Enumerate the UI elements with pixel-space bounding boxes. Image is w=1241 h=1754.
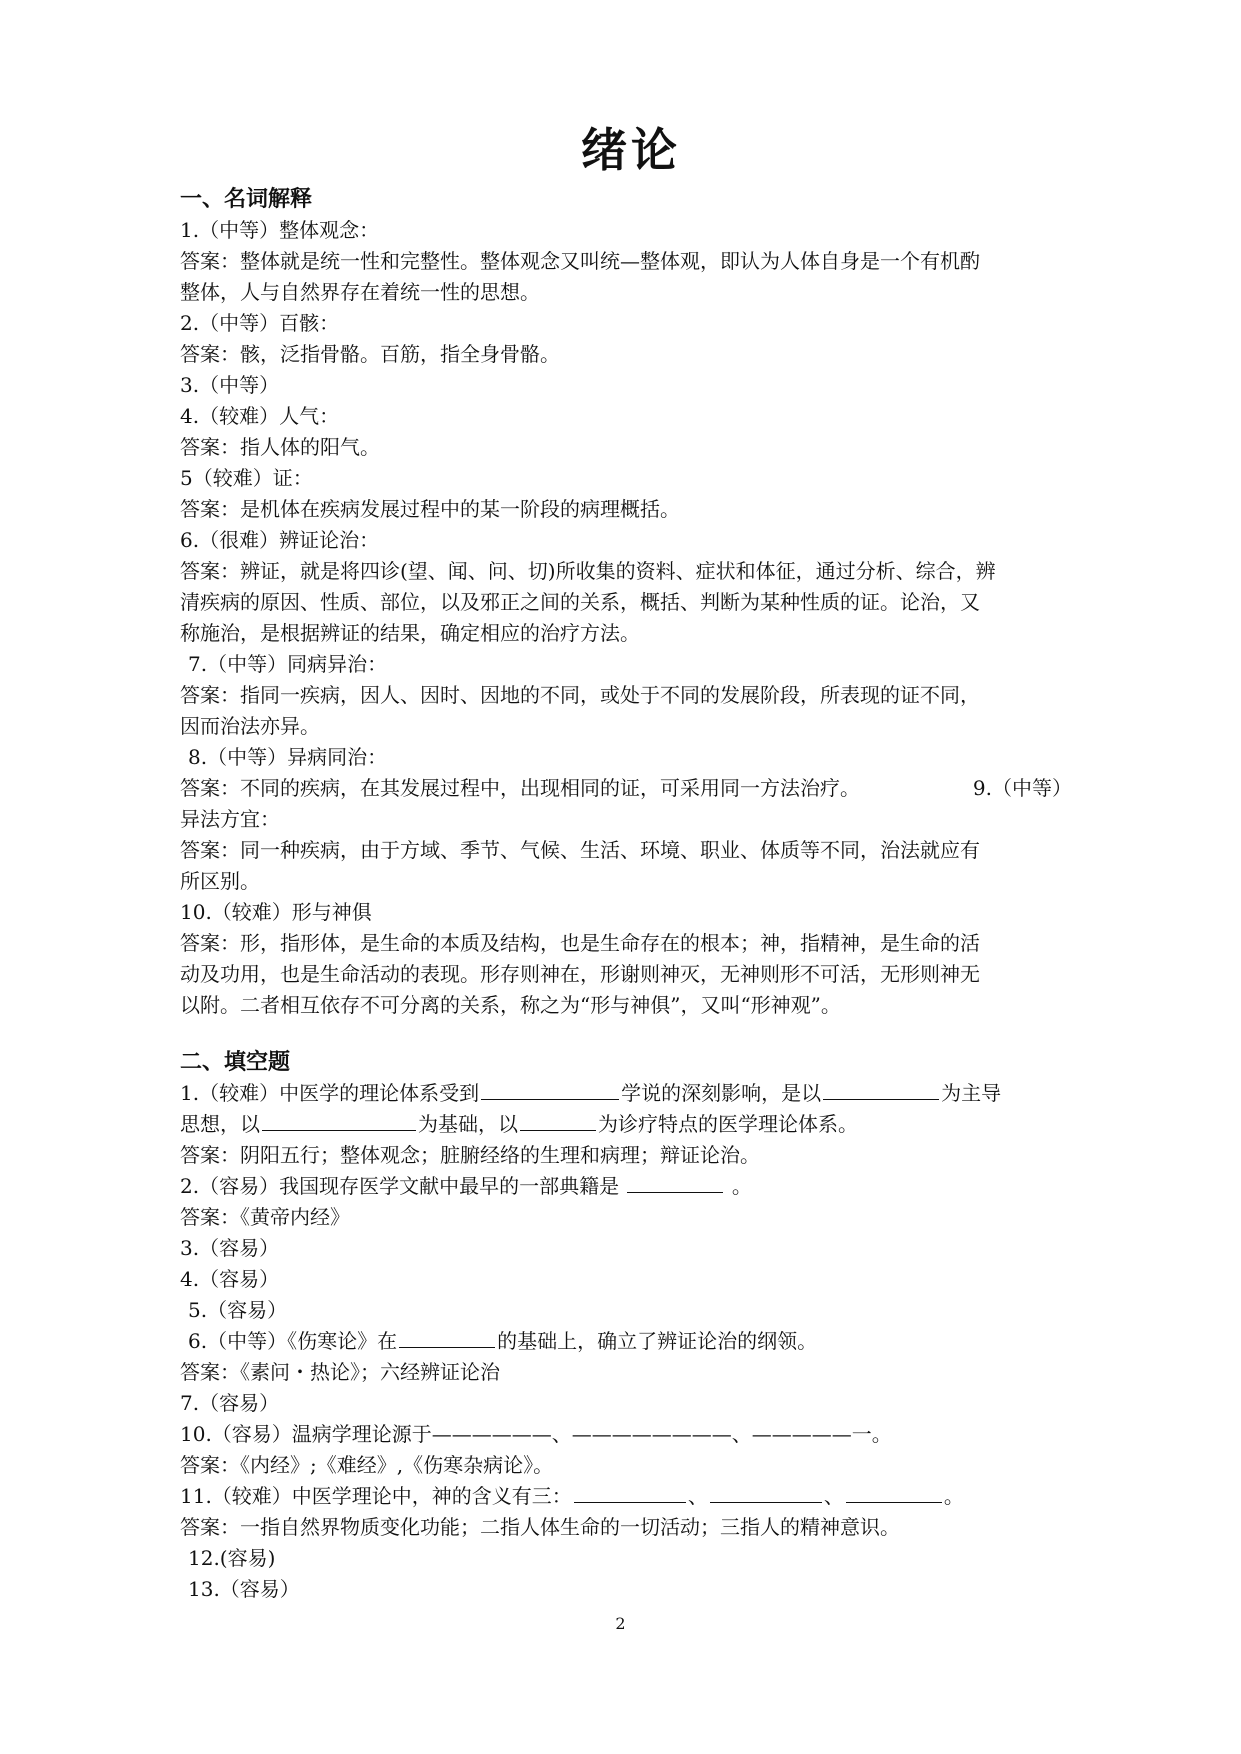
fill-question-13: 13.（容易）	[188, 1577, 300, 1601]
answer-2: 答案：骸，泛指骨骼。百筋，指全身骨骼。	[180, 342, 560, 366]
answer-6-line-2: 清疾病的原因、性质、部位，以及邪正之间的关系，概括、判断为某种性质的证。论治，又	[180, 590, 980, 614]
question-10: 10.（较难）形与神俱	[180, 900, 372, 924]
answer-8-row	[180, 773, 1072, 804]
question-5: 5（较难）证：	[180, 466, 313, 490]
fill-question-1-line-2	[180, 1109, 1072, 1140]
fill-q1-part-1: 1.（较难）中医学的理论体系受到	[180, 1081, 480, 1105]
answer-10-line-2: 动及功用，也是生命活动的表现。形存则神在，形谢则神灭，无神则形不可活，无形则神无	[180, 962, 980, 986]
fill-blank	[846, 1482, 942, 1503]
fill-blank	[823, 1079, 939, 1100]
question-6: 6.（很难）辨证论治：	[180, 528, 380, 552]
fill-question-4: 4.（容易）	[180, 1267, 280, 1291]
answer-6-line-1: 答案：辨证，就是将四诊(望、闻、问、切)所收集的资料、症状和体征，通过分析、综合，辨	[180, 559, 996, 583]
question-9-number: 9.（中等）	[972, 776, 1072, 800]
fill-question-5: 5.（容易）	[188, 1298, 288, 1322]
answer-9-line-1: 答案：同一种疾病，由于方域、季节、气候、生活、环境、职业、体质等不同，治法就应有	[180, 838, 980, 862]
fill-blank	[574, 1482, 686, 1503]
fill-q11-part-1: 11.（较难）中医学理论中，神的含义有三：	[180, 1484, 572, 1508]
fill-q6-part-2: 的基础上，确立了辨证论治的纲领。	[497, 1329, 818, 1353]
answer-4: 答案：指人体的阳气。	[180, 435, 380, 459]
fill-question-7: 7.（容易）	[180, 1391, 280, 1415]
fill-question-12: 12.(容易)	[188, 1546, 276, 1570]
fill-q6-part-1: 6.（中等）《伤寒论》在	[188, 1329, 398, 1353]
fill-q1-part-3: 为主导	[941, 1081, 1002, 1105]
fill-q11-part-3: 、	[823, 1484, 844, 1508]
fill-q2-part-2: 。	[731, 1174, 752, 1198]
fill-q1-part-2: 学说的深刻影响，是以	[621, 1081, 822, 1105]
fill-question-3: 3.（容易）	[180, 1236, 280, 1260]
fill-blank	[710, 1482, 822, 1503]
fill-answer-10: 答案：《内经》;《难经》,《伤寒杂病论》。	[180, 1453, 554, 1477]
fill-blank	[262, 1110, 416, 1131]
fill-question-10: 10.（容易）温病学理论源于——————、————————、—————一。	[180, 1422, 892, 1446]
page-number: 2	[615, 1614, 626, 1633]
section-heading-fill-blank: 二、填空题	[180, 1049, 291, 1075]
fill-answer-6: 答案：《素问・热论》；六经辨证论治	[180, 1360, 500, 1384]
fill-question-2	[180, 1171, 1072, 1202]
page-title: 绪论	[581, 123, 681, 177]
answer-6-line-3: 称施治，是根据辨证的结果，确定相应的治疗方法。	[180, 621, 640, 645]
fill-question-1-line-1	[180, 1078, 1072, 1109]
answer-1-line-2: 整体，人与自然界存在着统一性的思想。	[180, 280, 540, 304]
question-1: 1.（中等）整体观念：	[180, 218, 380, 242]
answer-10-line-3: 以附。二者相互依存不可分离的关系，称之为“形与神俱”，又叫“形神观”。	[180, 993, 841, 1017]
fill-answer-11: 答案：一指自然界物质变化功能；二指人体生命的一切活动；三指人的精神意识。	[180, 1515, 900, 1539]
fill-question-11	[180, 1481, 1072, 1512]
fill-q11-part-4: 。	[943, 1484, 964, 1508]
fill-answer-2: 答案：《黄帝内经》	[180, 1205, 350, 1229]
question-3: 3.（中等）	[180, 373, 280, 397]
answer-7-line-1: 答案：指同一疾病，因人、因时、因地的不同，或处于不同的发展阶段，所表现的证不同，	[180, 683, 980, 707]
fill-answer-1: 答案：阴阳五行；整体观念；脏腑经络的生理和病理；辩证论治。	[180, 1143, 760, 1167]
page-content	[180, 118, 1072, 1605]
section-heading-terms: 一、名词解释	[180, 186, 313, 212]
answer-1-line-1: 答案：整体就是统一性和完整性。整体观念又叫统—整体观，即认为人体自身是一个有机酌	[180, 249, 980, 273]
fill-blank	[520, 1110, 596, 1131]
question-4: 4.（较难）人气：	[180, 404, 340, 428]
answer-8: 答案：不同的疾病，在其发展过程中，出现相同的证，可采用同一方法治疗。	[180, 776, 860, 800]
fill-blank	[627, 1172, 723, 1193]
answer-7-line-2: 因而治法亦异。	[180, 714, 320, 738]
fill-q1-part-4: 思想，以	[180, 1112, 260, 1136]
question-7: 7.（中等）同病异治：	[188, 652, 388, 676]
question-2: 2.（中等）百骸：	[180, 311, 340, 335]
question-9-term: 异法方宜：	[180, 807, 280, 831]
answer-9-line-2: 所区别。	[180, 869, 260, 893]
fill-q1-part-5: 为基础，以	[418, 1112, 518, 1136]
fill-question-6	[180, 1326, 1072, 1357]
section-gap	[180, 1021, 1072, 1047]
answer-10-line-1: 答案：形，指形体，是生命的本质及结构，也是生命存在的根本；神，指精神，是生命的活	[180, 931, 980, 955]
question-8: 8.（中等）异病同治：	[188, 745, 388, 769]
fill-q1-part-6: 为诊疗特点的医学理论体系。	[598, 1112, 858, 1136]
fill-q2-part-1: 2.（容易）我国现存医学文献中最早的一部典籍是	[180, 1174, 620, 1198]
fill-blank	[399, 1327, 495, 1348]
fill-q11-part-2: 、	[687, 1484, 708, 1508]
fill-blank	[481, 1079, 619, 1100]
answer-5: 答案：是机体在疾病发展过程中的某一阶段的病理概括。	[180, 497, 680, 521]
